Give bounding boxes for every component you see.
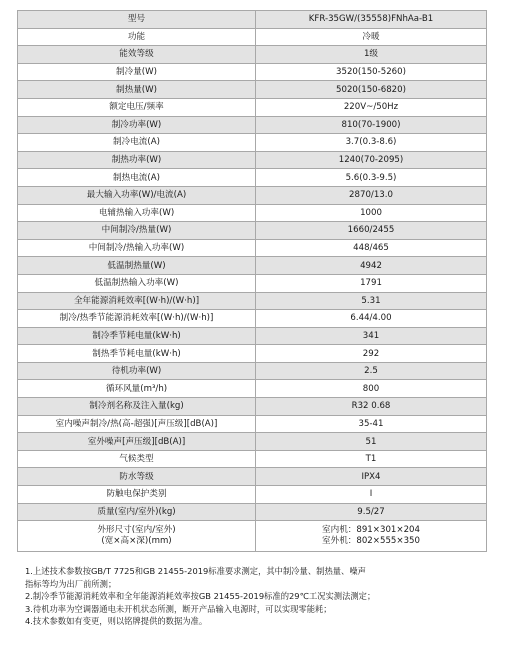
spec-row: [18, 169, 487, 187]
spec-value: 5.6(0.3-9.5): [256, 169, 487, 187]
spec-label: 低温制热输入功率(W): [18, 274, 256, 292]
spec-row: [18, 415, 487, 433]
spec-value: 1240(70-2095): [256, 151, 487, 169]
spec-label: 中间制冷/热量(W): [18, 222, 256, 240]
spec-value: 冷暖: [256, 28, 487, 46]
spec-value: I: [256, 486, 487, 504]
spec-value: 220V~/50Hz: [256, 98, 487, 116]
footnote-3: 3.待机功率为空调器通电未开机状态所测，断开产品输入电源时，可以实现零能耗；: [25, 603, 332, 614]
spec-value: 1000: [256, 204, 487, 222]
spec-label: 防水等级: [18, 468, 256, 486]
spec-row: [18, 134, 487, 152]
spec-row: [18, 239, 487, 257]
spec-label: 型号: [18, 11, 256, 29]
spec-row: [18, 450, 487, 468]
footnote-1: 1.上述技术参数按GB/T 7725和GB 21455-2019标准要求测定，其中制冷量、制热量、噪声: [25, 566, 366, 576]
spec-label: 最大输入功率(W)/电流(A): [18, 186, 256, 204]
dimension-value-indoor: 室内机：891×301×204: [322, 525, 420, 536]
spec-row-dimensions: [18, 521, 487, 552]
spec-row: [18, 257, 487, 275]
spec-row: [18, 28, 487, 46]
spec-value: 51: [256, 433, 487, 451]
spec-value: 448/465: [256, 239, 487, 257]
footnotes: [25, 565, 497, 628]
spec-label: 质量(室内/室外)(kg): [18, 503, 256, 521]
spec-value: IPX4: [256, 468, 487, 486]
spec-value: 292: [256, 345, 487, 363]
dimension-label-line2: (宽×高×深)(mm): [101, 536, 172, 547]
spec-value: 1660/2455: [256, 222, 487, 240]
spec-label: 中间制冷/热输入功率(W): [18, 239, 256, 257]
spec-value: 810(70-1900): [256, 116, 487, 134]
spec-label: 制冷季节耗电量(kW·h): [18, 327, 256, 345]
spec-label: 防触电保护类别: [18, 486, 256, 504]
spec-value: 9.5/27: [256, 503, 487, 521]
spec-value: KFR-35GW/(35558)FNhAa-B1: [256, 11, 487, 29]
spec-label: 能效等级: [18, 46, 256, 64]
spec-row: [18, 362, 487, 380]
spec-label: 全年能源消耗效率[(W·h)/(W·h)]: [18, 292, 256, 310]
spec-row: [18, 468, 487, 486]
dimension-value-outdoor: 室外机：802×555×350: [322, 536, 420, 547]
dimension-label: [18, 521, 256, 552]
spec-row: [18, 486, 487, 504]
spec-label: 循环风量(m³/h): [18, 380, 256, 398]
spec-value: 5020(150-6820): [256, 81, 487, 99]
spec-row: [18, 63, 487, 81]
spec-label: 制热功率(W): [18, 151, 256, 169]
spec-row: [18, 292, 487, 310]
spec-label: 制热季节耗电量(kW·h): [18, 345, 256, 363]
footnote-4: 4.技术参数如有变更，则以铭牌提供的数据为准。: [25, 616, 208, 626]
footnote-2: 2.制冷季节能源消耗效率和全年能源消耗效率按GB 21455-2019标准的29℃工况实测法测定；: [25, 591, 376, 601]
spec-value: 35-41: [256, 415, 487, 433]
spec-label: 制冷量(W): [18, 63, 256, 81]
spec-label: 制热电流(A): [18, 169, 256, 187]
spec-row: [18, 11, 487, 29]
spec-label: 待机功率(W): [18, 362, 256, 380]
spec-row: [18, 327, 487, 345]
spec-label: 制冷电流(A): [18, 134, 256, 152]
spec-label: 低温制热量(W): [18, 257, 256, 275]
spec-row: [18, 46, 487, 64]
spec-row: [18, 204, 487, 222]
spec-row: [18, 81, 487, 99]
spec-value: 4942: [256, 257, 487, 275]
spec-table-body: [18, 11, 487, 552]
spec-row: [18, 98, 487, 116]
spec-row: [18, 433, 487, 451]
spec-label: 室外噪声[声压级][dB(A)]: [18, 433, 256, 451]
spec-value: 800: [256, 380, 487, 398]
spec-value: 3520(150-5260): [256, 63, 487, 81]
spec-row: [18, 345, 487, 363]
spec-row: [18, 222, 487, 240]
spec-label: 制热量(W): [18, 81, 256, 99]
spec-row: [18, 380, 487, 398]
spec-label: 制冷/热季节能源消耗效率[(W·h)/(W·h)]: [18, 310, 256, 328]
spec-label: 制冷功率(W): [18, 116, 256, 134]
spec-value: 3.7(0.3-8.6): [256, 134, 487, 152]
spec-label: 额定电压/频率: [18, 98, 256, 116]
spec-value: 6.44/4.00: [256, 310, 487, 328]
spec-row: [18, 186, 487, 204]
spec-table: [17, 10, 487, 552]
dimension-label-line1: 外形尺寸(室内/室外): [97, 525, 176, 536]
spec-label: 电辅热输入功率(W): [18, 204, 256, 222]
spec-value: 341: [256, 327, 487, 345]
dimension-value: [256, 521, 487, 552]
spec-value: 5.31: [256, 292, 487, 310]
spec-value: R32 0.68: [256, 398, 487, 416]
spec-label: 制冷剂名称及注入量(kg): [18, 398, 256, 416]
spec-row: [18, 503, 487, 521]
spec-value: 2870/13.0: [256, 186, 487, 204]
spec-value: 1级: [256, 46, 487, 64]
spec-label: 气候类型: [18, 450, 256, 468]
spec-value: T1: [256, 450, 487, 468]
spec-value: 2.5: [256, 362, 487, 380]
footnote-1-cont: 指标等均为出厂前所测；: [25, 578, 117, 589]
spec-row: [18, 116, 487, 134]
spec-value: 1791: [256, 274, 487, 292]
spec-label: 室内噪声制冷/热(高-超强)[声压级][dB(A)]: [18, 415, 256, 433]
spec-row: [18, 151, 487, 169]
spec-label: 功能: [18, 28, 256, 46]
spec-row: [18, 274, 487, 292]
spec-row: [18, 398, 487, 416]
spec-row: [18, 310, 487, 328]
